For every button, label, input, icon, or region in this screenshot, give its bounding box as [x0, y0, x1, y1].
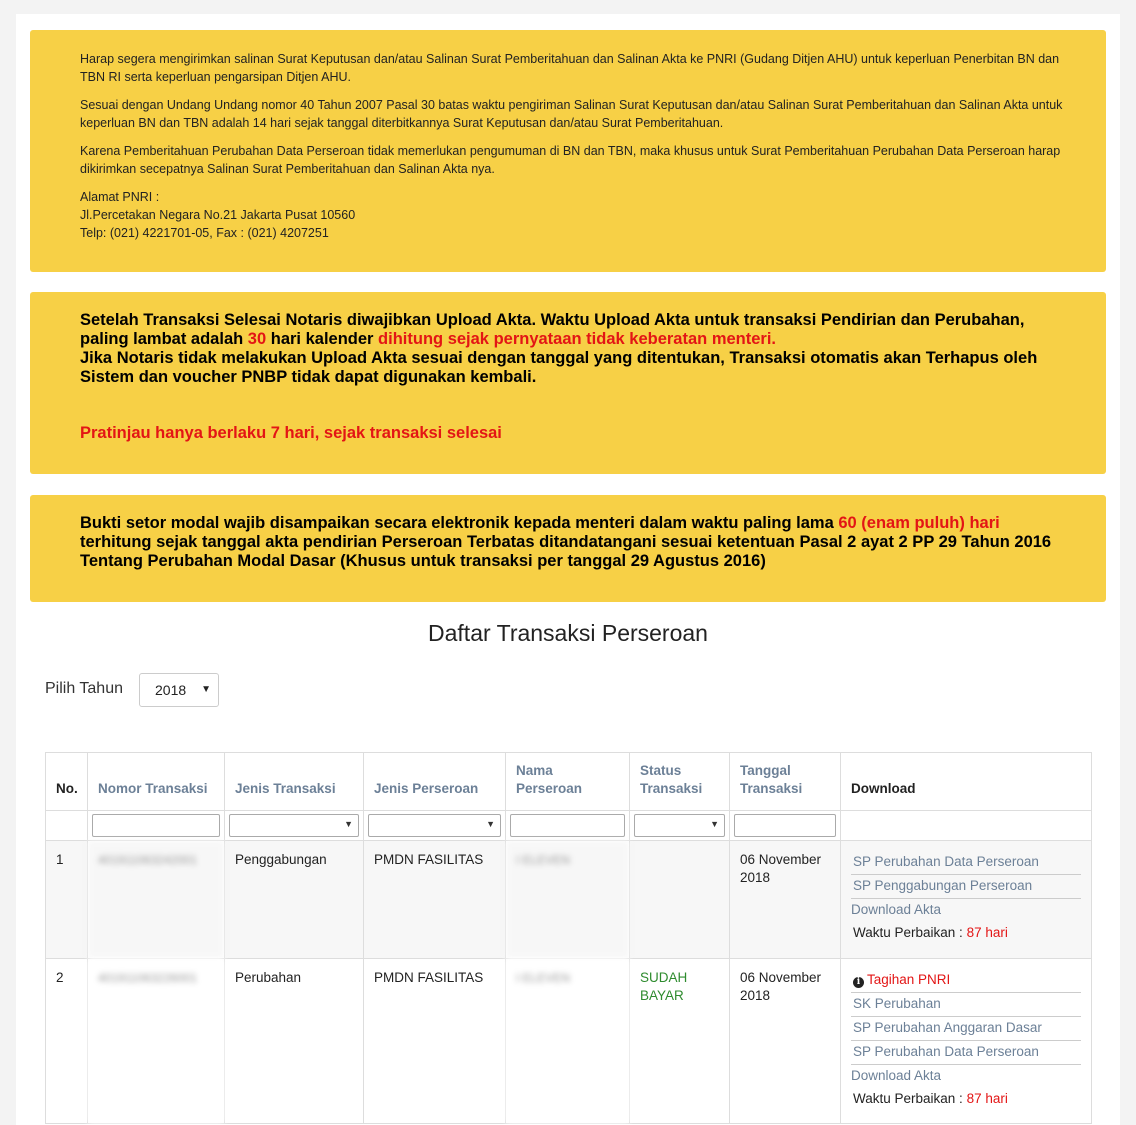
- modal-text-part1: Bukti setor modal wajib disampaikan secara elektronik kepada menteri dalam waktu paling lama: [80, 514, 839, 532]
- filter-cell-no: [46, 811, 88, 841]
- year-filter-label: Pilih Tahun: [45, 680, 123, 697]
- filter-cell-nama: [506, 811, 630, 841]
- header-download: Download: [841, 753, 1092, 811]
- row-no: 2: [46, 959, 88, 1124]
- table-row: [46, 841, 1092, 959]
- download-akta-link[interactable]: Download Akta: [851, 902, 942, 917]
- row-nomor-transaksi: 401911063226001: [88, 959, 225, 1124]
- upload-text-part3: Jika Notaris tidak melakukan Upload Akta sesuai dengan tanggal yang ditentukan, Transaksi otomatis akan Terhapus oleh Sistem dan voucher PNBP tidak dapat digunakan kembali.: [80, 349, 1038, 386]
- info-icon: i: [853, 977, 864, 988]
- page-title: Daftar Transaksi Perseroan: [428, 620, 708, 646]
- page-container: [16, 14, 1120, 1125]
- pnri-address: [80, 188, 1066, 242]
- header-status-line1: Status: [640, 763, 682, 778]
- upload-text-part1: Setelah Transaksi Selesai Notaris diwajibkan Upload Akta. Waktu Upload Akta untuk transaksi Pendirian dan Perubahan, paling lambat adalah: [80, 311, 1025, 348]
- row-tanggal-line1: 06 November: [740, 852, 822, 867]
- header-jenis-perseroan[interactable]: Jenis Perseroan: [364, 753, 506, 811]
- header-no[interactable]: No.: [46, 753, 88, 811]
- filter-jenis-transaksi-select[interactable]: [229, 814, 359, 837]
- filter-cell-tanggal: [730, 811, 841, 841]
- upload-days: 30: [247, 330, 267, 348]
- row-tanggal-line2: 2018: [740, 870, 771, 885]
- upload-text-part2: hari kalender: [266, 330, 379, 348]
- sp-perubahan-anggaran-link[interactable]: SP Perubahan Anggaran Dasar: [851, 1017, 1081, 1041]
- row-status-line1: SUDAH: [640, 970, 688, 985]
- row-jenis-transaksi: Penggabungan: [225, 841, 364, 959]
- row-download: [841, 841, 1092, 959]
- row-nomor-transaksi: 401911063242001: [88, 841, 225, 959]
- preview-note: Pratinjau hanya berlaku 7 hari, sejak transaksi selesai: [80, 424, 502, 442]
- notice-paragraph-3: Karena Pemberitahuan Perubahan Data Perseroan tidak memerlukan pengumuman di BN dan TBN, maka khusus untuk Surat Pemberitahuan Perubahan Data Perseroan harap dikirimkan secepatnya Salinan Surat Pemberitahuan dan Salinan Akta nya.: [80, 144, 1061, 176]
- tagihan-pnri-label: Tagihan PNRI: [867, 972, 951, 987]
- row-jenis-perseroan: PMDN FASILITAS: [364, 959, 506, 1124]
- row-status-line2: BAYAR: [640, 988, 684, 1003]
- phone-line: Telp: (021) 4221701-05, Fax : (021) 4207251: [80, 226, 329, 240]
- filter-cell-nomor: [88, 811, 225, 841]
- upload-red-phrase: dihitung sejak pernyataan tidak keberatan menteri.: [378, 330, 777, 348]
- waktu-perbaikan: [851, 922, 1081, 944]
- filter-jenis-perseroan-select[interactable]: [368, 814, 501, 837]
- pnri-notice: [30, 30, 1106, 272]
- header-status-line2: Transaksi: [640, 781, 703, 796]
- waktu-value: 87 hari: [966, 925, 1008, 940]
- download-akta-link[interactable]: Download Akta: [851, 1068, 942, 1083]
- header-tanggal-transaksi[interactable]: [730, 753, 841, 811]
- upload-akta-text: [80, 311, 1066, 387]
- header-tanggal-line2: Transaksi: [740, 781, 803, 796]
- header-jenis-transaksi[interactable]: Jenis Transaksi: [225, 753, 364, 811]
- row-no: 1: [46, 841, 88, 959]
- row-nama-perseroan: I ELEVEN: [506, 841, 630, 959]
- waktu-perbaikan: [851, 1088, 1081, 1110]
- modal-red-phrase: 60 (enam puluh) hari: [838, 514, 1000, 532]
- filter-cell-jenis-perseroan: [364, 811, 506, 841]
- filter-tanggal-input[interactable]: [734, 814, 836, 837]
- sp-perubahan-data-link[interactable]: SP Perubahan Data Perseroan: [851, 851, 1081, 875]
- modal-notice: [30, 495, 1106, 602]
- filter-cell-jenis-transaksi: [225, 811, 364, 841]
- upload-akta-notice: [30, 292, 1106, 474]
- waktu-value: 87 hari: [966, 1091, 1008, 1106]
- row-tanggal: [730, 959, 841, 1124]
- chevron-down-icon: ▼: [710, 819, 719, 829]
- sp-penggabungan-link[interactable]: SP Penggabungan Perseroan: [851, 875, 1081, 899]
- year-select[interactable]: [139, 673, 219, 707]
- modal-text-part2: terhitung sejak tanggal akta pendirian Perseroan Terbatas ditandatangani sesuai ketentuan Pasal 2 ayat 2 PP 29 Tahun 2016 Tentang Perubahan Modal Dasar (Khusus untuk transaksi per tanggal 29 Agustus 2016): [80, 533, 1052, 570]
- waktu-label: Waktu Perbaikan :: [853, 925, 967, 940]
- tagihan-pnri-link[interactable]: [851, 969, 1081, 993]
- notice-paragraph-1: Harap segera mengirimkan salinan Surat Keputusan dan/atau Salinan Surat Pemberitahuan dan Salinan Akta ke PNRI (Gudang Ditjen AHU) untuk keperluan Penerbitan BN dan TBN RI serta keperluan pengarsipan Ditjen AHU.: [80, 52, 1060, 84]
- chevron-down-icon: ▼: [486, 819, 495, 829]
- sk-perubahan-link[interactable]: SK Perubahan: [851, 993, 1081, 1017]
- row-nama-perseroan: I ELEVEN: [506, 959, 630, 1124]
- header-status-transaksi[interactable]: [630, 753, 730, 811]
- chevron-down-icon: ▼: [344, 819, 353, 829]
- row-jenis-transaksi: Perubahan: [225, 959, 364, 1124]
- row-jenis-perseroan: PMDN FASILITAS: [364, 841, 506, 959]
- filter-cell-download: [841, 811, 1092, 841]
- waktu-label: Waktu Perbaikan :: [853, 1091, 967, 1106]
- row-tanggal: [730, 841, 841, 959]
- header-tanggal-line1: Tanggal: [740, 763, 791, 778]
- row-status: [630, 841, 730, 959]
- notice-paragraph-2: Sesuai dengan Undang Undang nomor 40 Tahun 2007 Pasal 30 batas waktu pengiriman Salinan Surat Keputusan dan/atau Salinan Surat Pemberitahuan dan Salinan Akta untuk keperluan BN dan TBN adalah 14 hari sejak tanggal diterbitkannya Surat Keputusan dan/atau Surat Pemberitahuan.: [80, 98, 1063, 130]
- table-header-row: [46, 753, 1092, 811]
- header-nomor-transaksi[interactable]: Nomor Transaksi: [88, 753, 225, 811]
- row-tanggal-line2: 2018: [740, 988, 771, 1003]
- filter-status-select[interactable]: [634, 814, 725, 837]
- row-download: [841, 959, 1092, 1124]
- row-tanggal-line1: 06 November: [740, 970, 822, 985]
- year-select-value: 2018: [155, 682, 187, 698]
- address-title: Alamat PNRI :: [80, 190, 160, 204]
- transaction-table: [45, 752, 1092, 1124]
- row-status: [630, 959, 730, 1124]
- chevron-down-icon: ▼: [201, 684, 211, 695]
- table-row: [46, 959, 1092, 1124]
- filter-cell-status: [630, 811, 730, 841]
- header-nama-perseroan[interactable]: Nama Perseroan: [506, 753, 630, 811]
- filter-row: [46, 811, 1092, 841]
- sp-perubahan-data-link[interactable]: SP Perubahan Data Perseroan: [851, 1041, 1081, 1065]
- filter-nomor-input[interactable]: [92, 814, 220, 837]
- filter-nama-input[interactable]: [510, 814, 625, 837]
- address-line: Jl.Percetakan Negara No.21 Jakarta Pusat 10560: [80, 208, 356, 222]
